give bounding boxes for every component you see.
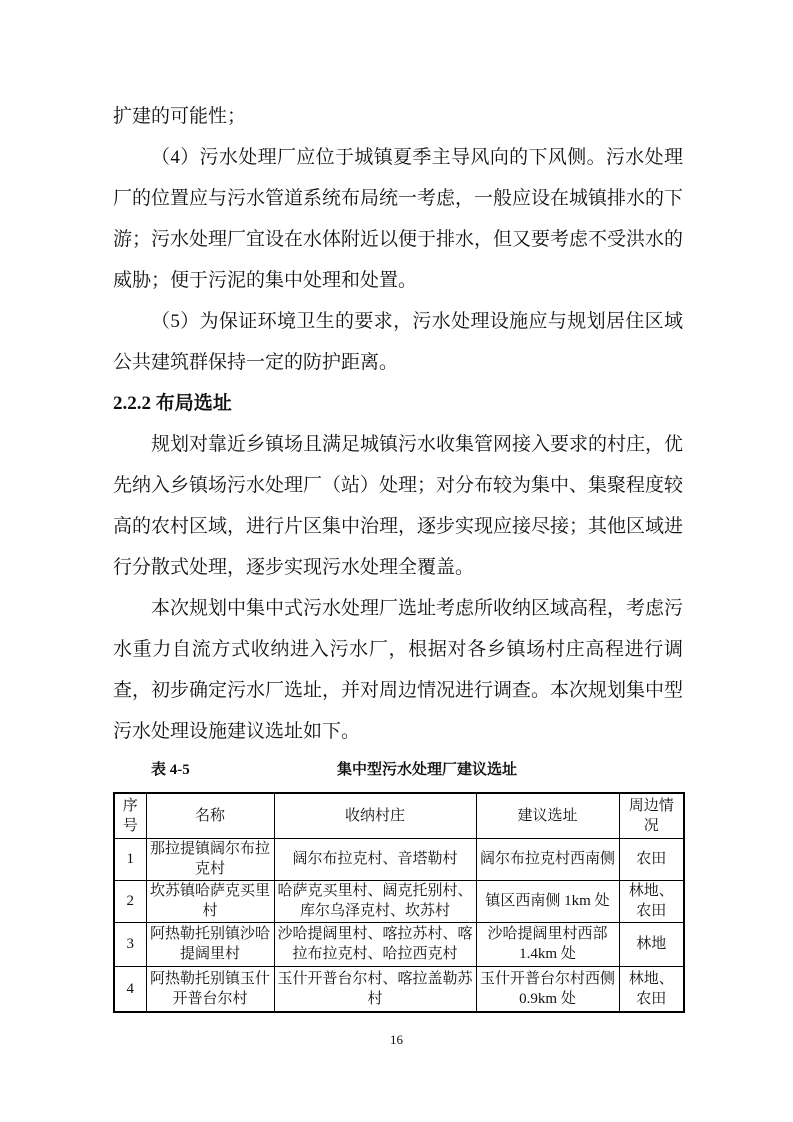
table-row: [114, 922, 684, 966]
cell-name: 坎苏镇哈萨克买里村: [146, 880, 274, 922]
paragraph-item-4: （4）污水处理厂应位于城镇夏季主导风向的下风侧。污水处理厂的位置应与污水管道系统布局统一考虑，一般应设在城镇排水的下游；污水处理厂宜设在水体附近以便于排水，但又要考虑不受洪水的威胁；便于污泥的集中处理和处置。: [113, 147, 684, 291]
cell-surroundings: 林地: [619, 922, 684, 966]
header-cell-site: 建议选址: [476, 793, 619, 838]
cell-villages: 玉什开普台尔村、喀拉盖勒苏村: [274, 966, 476, 1012]
table-row: [114, 966, 684, 1012]
section-heading: 2.2.2 布局选址: [113, 393, 232, 414]
header-cell-no: 序号: [114, 793, 146, 838]
page-number: 16: [390, 1032, 403, 1047]
cell-no: 4: [114, 966, 146, 1012]
header-cell-surroundings: 周边情况: [619, 793, 684, 838]
cell-no: 2: [114, 880, 146, 922]
cell-surroundings: 林地、农田: [619, 880, 684, 922]
table-row: [114, 880, 684, 922]
paragraph-planning: 规划对靠近乡镇场且满足城镇污水收集管网接入要求的村庄，优先纳入乡镇场污水处理厂（站）处理；对分布较为集中、集聚程度较高的农村区域，进行片区集中治理，逐步实现应接尽接；其他区域进行分散式处理，逐步实现污水处理全覆盖。: [113, 434, 684, 578]
table-caption-title: 集中型污水处理厂建议选址: [336, 762, 518, 778]
cell-site: 玉什开普台尔村西侧 0.9km 处: [476, 966, 619, 1012]
header-cell-villages: 收纳村庄: [274, 793, 476, 838]
cell-name: 阿热勒托别镇沙哈提阔里村: [146, 922, 274, 966]
site-selection-table: [113, 792, 685, 1013]
cell-villages: 沙哈提阔里村、喀拉苏村、喀拉布拉克村、哈拉西克村: [274, 922, 476, 966]
cell-surroundings: 农田: [619, 838, 684, 880]
cell-surroundings: 林地、农田: [619, 966, 684, 1012]
paragraph-continuation: 扩建的可能性；: [113, 106, 247, 127]
cell-no: 1: [114, 838, 146, 880]
paragraph-site-selection: 本次规划中集中式污水处理厂选址考虑所收纳区域高程，考虑污水重力自流方式收纳进入污水厂，根据对各乡镇场村庄高程进行调查，初步确定污水厂选址，并对周边情况进行调查。本次规划集中型污水处理设施建议选址如下。: [113, 598, 684, 742]
paragraph-item-5: （5）为保证环境卫生的要求，污水处理设施应与规划居住区域公共建筑群保持一定的防护距离。: [113, 311, 683, 373]
cell-no: 3: [114, 922, 146, 966]
cell-name: 那拉提镇阔尔布拉克村: [146, 838, 274, 880]
cell-site: 镇区西南侧 1km 处: [476, 880, 619, 922]
table-caption-label: 表 4-5: [151, 762, 190, 778]
cell-villages: 阔尔布拉克村、音塔勒村: [274, 838, 476, 880]
cell-site: 沙哈提阔里村西部 1.4km 处: [476, 922, 619, 966]
cell-villages: 哈萨克买里村、阔克托别村、库尔乌泽克村、坎苏村: [274, 880, 476, 922]
cell-site: 阔尔布拉克村西南侧: [476, 838, 619, 880]
table-header-row: [114, 793, 684, 838]
cell-name: 阿热勒托别镇玉什开普台尔村: [146, 966, 274, 1012]
header-cell-name: 名称: [146, 793, 274, 838]
table-caption: [113, 758, 683, 782]
table-row: [114, 838, 684, 880]
page-content: [113, 96, 683, 1013]
